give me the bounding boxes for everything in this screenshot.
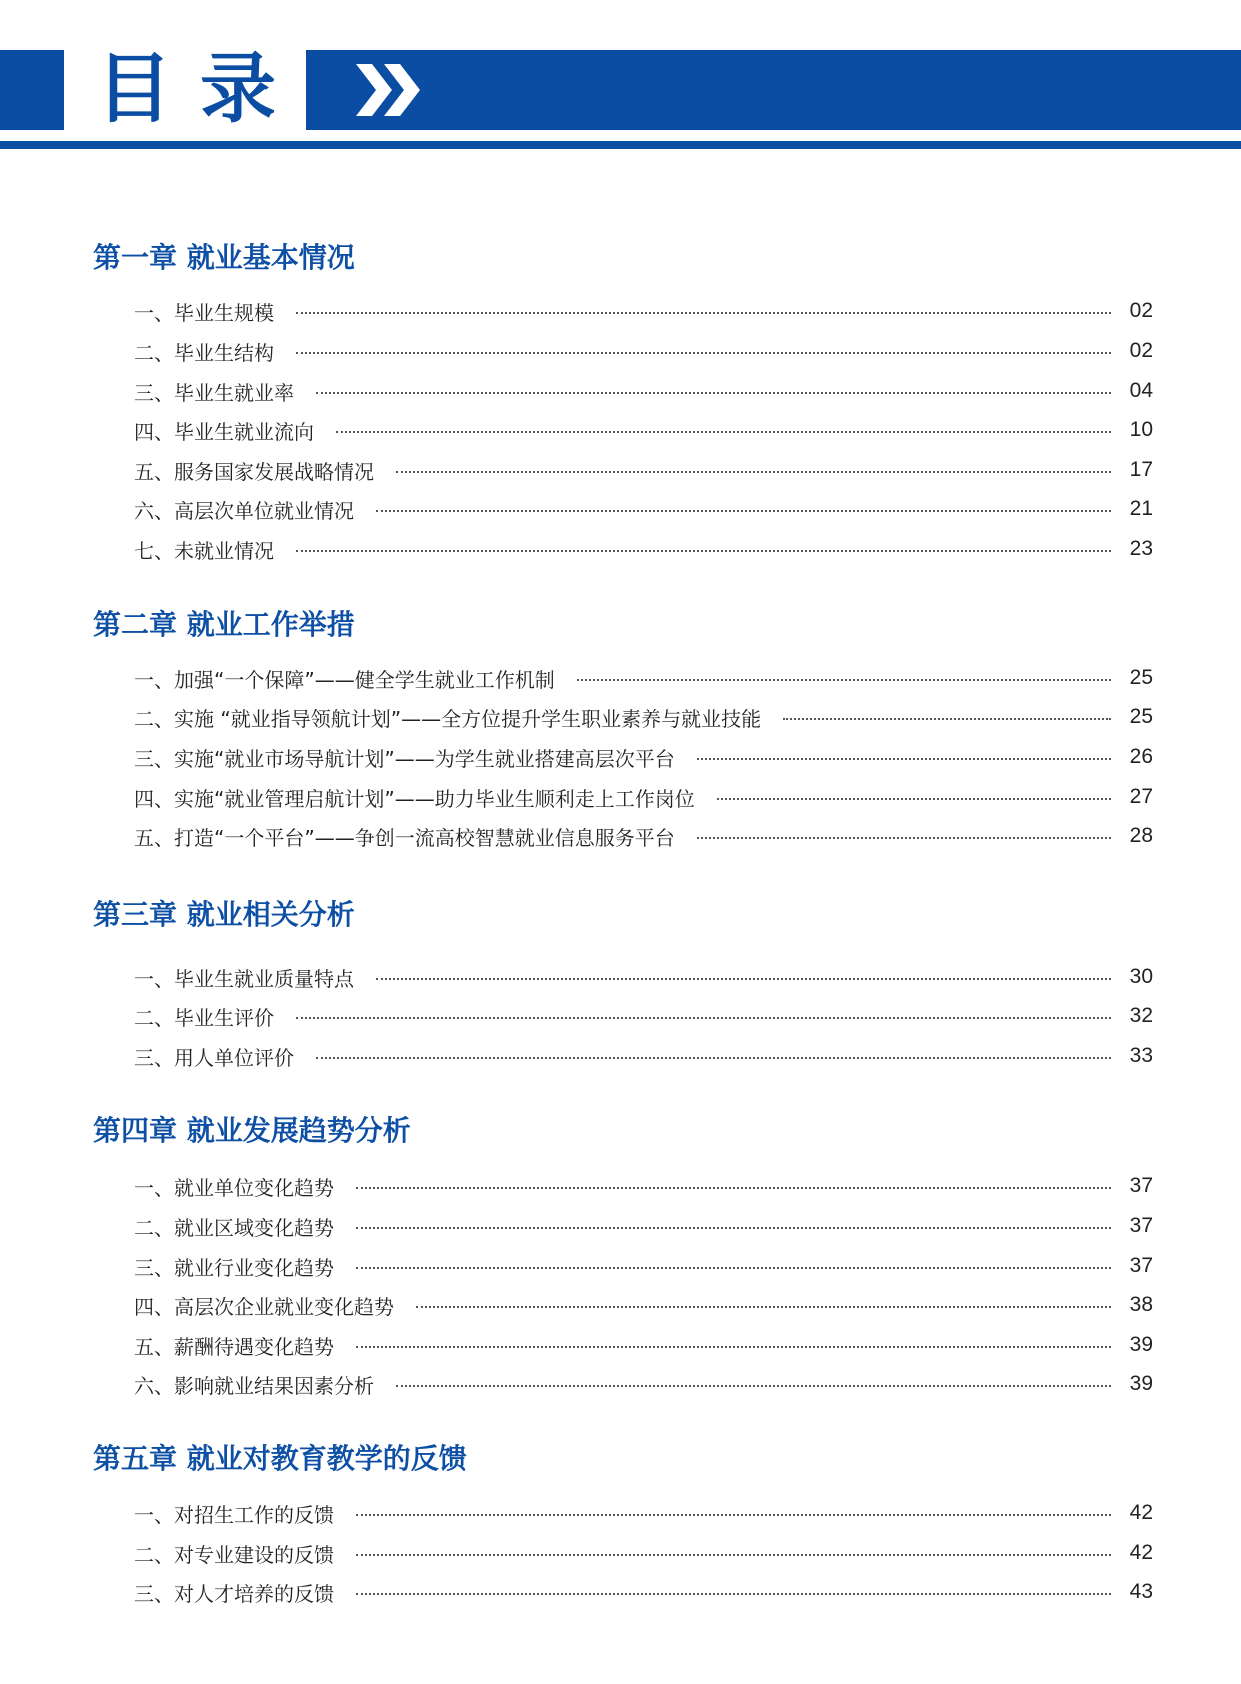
- toc-entry[interactable]: [134, 336, 1153, 366]
- toc-entry[interactable]: [134, 1330, 1153, 1360]
- toc-entry-page: 37: [1129, 1254, 1153, 1277]
- toc-entry-label: 六、影响就业结果因素分析: [134, 1373, 374, 1398]
- toc-entry[interactable]: [134, 534, 1153, 564]
- toc-entry-label: 三、实施“就业市场导航计划”——为学生就业搭建高层次平台: [134, 746, 675, 771]
- toc-entry[interactable]: [134, 1171, 1153, 1201]
- toc-entry-label: 三、毕业生就业率: [134, 380, 294, 405]
- leader-dots: [296, 312, 1111, 314]
- toc-entry[interactable]: [134, 1577, 1153, 1607]
- chapter-title: 第三章 就业相关分析: [93, 898, 355, 931]
- toc-entry-label: 三、就业行业变化趋势: [134, 1255, 334, 1280]
- toc-entry-label: 一、加强“一个保障”——健全学生就业工作机制: [134, 667, 555, 692]
- toc-entry[interactable]: [134, 782, 1153, 812]
- toc-entry-page: 28: [1129, 824, 1153, 847]
- toc-entry-label: 四、毕业生就业流向: [134, 419, 314, 444]
- toc-entry-page: 10: [1129, 418, 1153, 441]
- chapter-title: 第四章 就业发展趋势分析: [93, 1114, 411, 1147]
- toc-entry-page: 32: [1129, 1004, 1153, 1027]
- toc-entry[interactable]: [134, 415, 1153, 445]
- page-title: 目录: [96, 44, 304, 133]
- leader-dots: [396, 471, 1111, 473]
- toc-entry-page: 42: [1129, 1501, 1153, 1524]
- toc-entry[interactable]: [134, 1211, 1153, 1241]
- leader-dots: [356, 1267, 1111, 1269]
- leader-dots: [296, 550, 1111, 552]
- leader-dots: [376, 978, 1111, 980]
- leader-dots: [356, 1346, 1111, 1348]
- toc-entry-label: 五、打造“一个平台”——争创一流高校智慧就业信息服务平台: [134, 825, 675, 850]
- toc-entry-label: 四、高层次企业就业变化趋势: [134, 1294, 394, 1319]
- toc-entry-page: 38: [1129, 1293, 1153, 1316]
- toc-entry-page: 43: [1129, 1580, 1153, 1603]
- leader-dots: [356, 1593, 1111, 1595]
- toc-entry-label: 五、服务国家发展战略情况: [134, 459, 374, 484]
- leader-dots: [296, 352, 1111, 354]
- toc-entry[interactable]: [134, 494, 1153, 524]
- leader-dots: [396, 1385, 1111, 1387]
- toc-entry[interactable]: [134, 1538, 1153, 1568]
- toc-entry[interactable]: [134, 1251, 1153, 1281]
- toc-entry-page: 42: [1129, 1541, 1153, 1564]
- toc-entry[interactable]: [134, 1001, 1153, 1031]
- toc-entry-page: 39: [1129, 1333, 1153, 1356]
- leader-dots: [697, 837, 1111, 839]
- toc-entry-label: 七、未就业情况: [134, 538, 274, 563]
- leader-dots: [316, 1057, 1111, 1059]
- chapter-title: 第一章 就业基本情况: [93, 241, 355, 274]
- toc-entry-label: 六、高层次单位就业情况: [134, 498, 354, 523]
- toc-entry-page: 02: [1129, 339, 1153, 362]
- toc-entry[interactable]: [134, 702, 1153, 732]
- toc-entry-page: 21: [1129, 497, 1153, 520]
- leader-dots: [336, 431, 1111, 433]
- toc-entry-label: 一、对招生工作的反馈: [134, 1502, 334, 1527]
- toc-entry-page: 37: [1129, 1214, 1153, 1237]
- leader-dots: [356, 1227, 1111, 1229]
- toc-entry-label: 二、实施 “就业指导领航计划”——全方位提升学生职业素养与就业技能: [134, 706, 762, 731]
- leader-dots: [783, 718, 1111, 720]
- leader-dots: [717, 798, 1111, 800]
- toc-entry-label: 二、对专业建设的反馈: [134, 1542, 334, 1567]
- toc-entry-label: 四、实施“就业管理启航计划”——助力毕业生顺利走上工作岗位: [134, 786, 695, 811]
- toc-entry[interactable]: [134, 962, 1153, 992]
- toc-entry-page: 04: [1129, 379, 1153, 402]
- toc-entry-page: 30: [1129, 965, 1153, 988]
- toc-entry-label: 三、用人单位评价: [134, 1045, 294, 1070]
- toc-entry-page: 37: [1129, 1174, 1153, 1197]
- toc-entry[interactable]: [134, 1290, 1153, 1320]
- toc-entry-page: 02: [1129, 299, 1153, 322]
- toc-entry[interactable]: [134, 821, 1153, 851]
- toc-entry[interactable]: [134, 1369, 1153, 1399]
- leader-dots: [296, 1017, 1111, 1019]
- toc-entry[interactable]: [134, 1041, 1153, 1071]
- toc-entry-label: 一、毕业生就业质量特点: [134, 966, 354, 991]
- toc-entry[interactable]: [134, 742, 1153, 772]
- chapter-title: 第五章 就业对教育教学的反馈: [93, 1442, 467, 1475]
- toc-entry-label: 二、就业区域变化趋势: [134, 1215, 334, 1240]
- toc-entry-label: 五、薪酬待遇变化趋势: [134, 1334, 334, 1359]
- double-chevron-right-icon: [350, 50, 430, 130]
- toc-entry-label: 三、对人才培养的反馈: [134, 1581, 334, 1606]
- leader-dots: [356, 1187, 1111, 1189]
- toc-entry-page: 17: [1129, 458, 1153, 481]
- leader-dots: [577, 679, 1111, 681]
- header-rule: [0, 141, 1241, 149]
- toc-entry-label: 一、就业单位变化趋势: [134, 1175, 334, 1200]
- toc-entry[interactable]: [134, 663, 1153, 693]
- leader-dots: [697, 758, 1111, 760]
- toc-entry[interactable]: [134, 455, 1153, 485]
- leader-dots: [416, 1306, 1111, 1308]
- toc-entry-page: 39: [1129, 1372, 1153, 1395]
- leader-dots: [316, 392, 1111, 394]
- toc-entry-page: 25: [1129, 666, 1153, 689]
- toc-entry[interactable]: [134, 296, 1153, 326]
- leader-dots: [356, 1554, 1111, 1556]
- header-right-bar: [306, 50, 1241, 130]
- header-left-bar: [0, 50, 64, 130]
- toc-entry-page: 27: [1129, 785, 1153, 808]
- toc-entry-page: 33: [1129, 1044, 1153, 1067]
- chapter-title: 第二章 就业工作举措: [93, 608, 355, 641]
- toc-entry-label: 二、毕业生结构: [134, 340, 274, 365]
- toc-entry-label: 二、毕业生评价: [134, 1005, 274, 1030]
- toc-entry[interactable]: [134, 1498, 1153, 1528]
- toc-entry-page: 26: [1129, 745, 1153, 768]
- leader-dots: [356, 1514, 1111, 1516]
- toc-entry-label: 一、毕业生规模: [134, 300, 274, 325]
- toc-entry-page: 23: [1129, 537, 1153, 560]
- toc-entry-page: 25: [1129, 705, 1153, 728]
- toc-entry[interactable]: [134, 376, 1153, 406]
- leader-dots: [376, 510, 1111, 512]
